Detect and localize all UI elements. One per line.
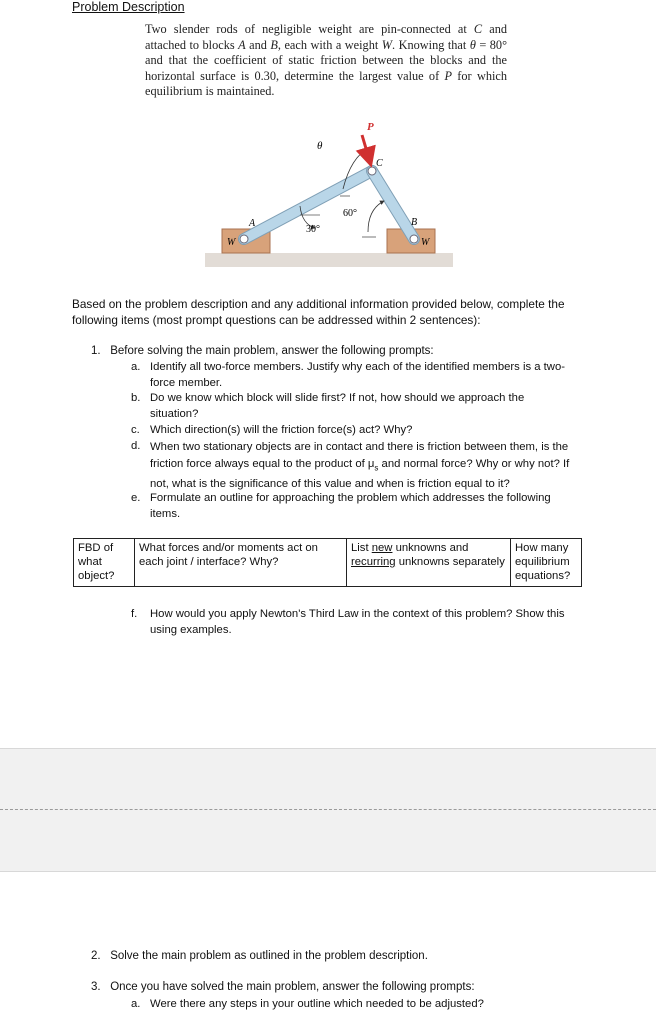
angle-60-arc (368, 201, 384, 232)
col-unknowns: List new unknowns and recurring unknowns separately (347, 539, 511, 587)
item-3: 3. Once you have solved the main problem, answer the following prompts: (91, 981, 475, 993)
item-1e-letter: e. (131, 492, 141, 504)
label-30deg: 30° (306, 224, 320, 235)
section-heading: Problem Description (72, 0, 185, 14)
item-3a-letter: a. (131, 998, 141, 1010)
instructions-text: Based on the problem description and any additional information provided below, complete the following items (most prompt questions can be addressed within 2 sentences): (72, 297, 565, 327)
problem-figure (200, 115, 460, 275)
col-fbd-object: FBD of what object? (74, 539, 135, 587)
ground-surface (205, 253, 453, 267)
label-a: A (249, 218, 256, 229)
label-p: P (367, 121, 374, 133)
page-break-line (0, 809, 656, 810)
item-1f-text: How would you apply Newton's Third Law in the context of this problem? Show this using examples. (150, 608, 565, 636)
item-1d-letter: d. (131, 440, 141, 452)
item-1c-letter: c. (131, 424, 140, 436)
label-c: C (376, 158, 383, 169)
item-1b-text: Do we know which block will slide first? If not, how should we approach the situation? (150, 392, 525, 420)
item-3a-text: Were there any steps in your outline which needed to be adjusted? (150, 998, 484, 1010)
item-1a-letter: a. (131, 361, 141, 373)
item-1: 1. Before solving the main problem, answer the following prompts: (91, 345, 434, 357)
item-1e-text: Formulate an outline for approaching the problem which addresses the following items. (150, 492, 551, 520)
pin-a (240, 235, 248, 243)
item-1a-text: Identify all two-force members. Justify why each of the identified members is a two-force member. (150, 361, 566, 389)
item-1d-text: When two stationary objects are in contact and there is friction between them, is the friction force always equal to the product of $\mu_s$ and normal force? Why or why not? If not, what is the significance of this value and when is friction equal to it? (150, 441, 570, 491)
item-1b-letter: b. (131, 392, 141, 404)
label-60deg: 60° (343, 208, 357, 219)
problem-statement: Two slender rods of negligible weight are pin-connected at C and attached to blocks A and B, each with a weight W. Knowing that θ = 80° and that the coefficient of static friction between the blocks and the horizontal surface is 0.30, determine the largest value of P for which equilibrium is maintained. (145, 22, 507, 99)
outline-table (73, 538, 582, 587)
label-w-right: W (421, 237, 430, 248)
item-1f-letter: f. (131, 608, 138, 620)
label-w-left: W (227, 237, 236, 248)
pin-c (368, 167, 376, 175)
item-2: 2. Solve the main problem as outlined in the problem description. (91, 950, 428, 962)
page-break-band (0, 748, 656, 872)
label-b: B (411, 217, 418, 228)
col-forces-moments: What forces and/or moments act on each joint / interface? Why? (135, 539, 347, 587)
label-theta: θ (317, 140, 323, 152)
item-1c-text: Which direction(s) will the friction force(s) act? Why? (150, 424, 413, 436)
col-equations: How many equilibrium equations? (511, 539, 582, 587)
pin-b (410, 235, 418, 243)
